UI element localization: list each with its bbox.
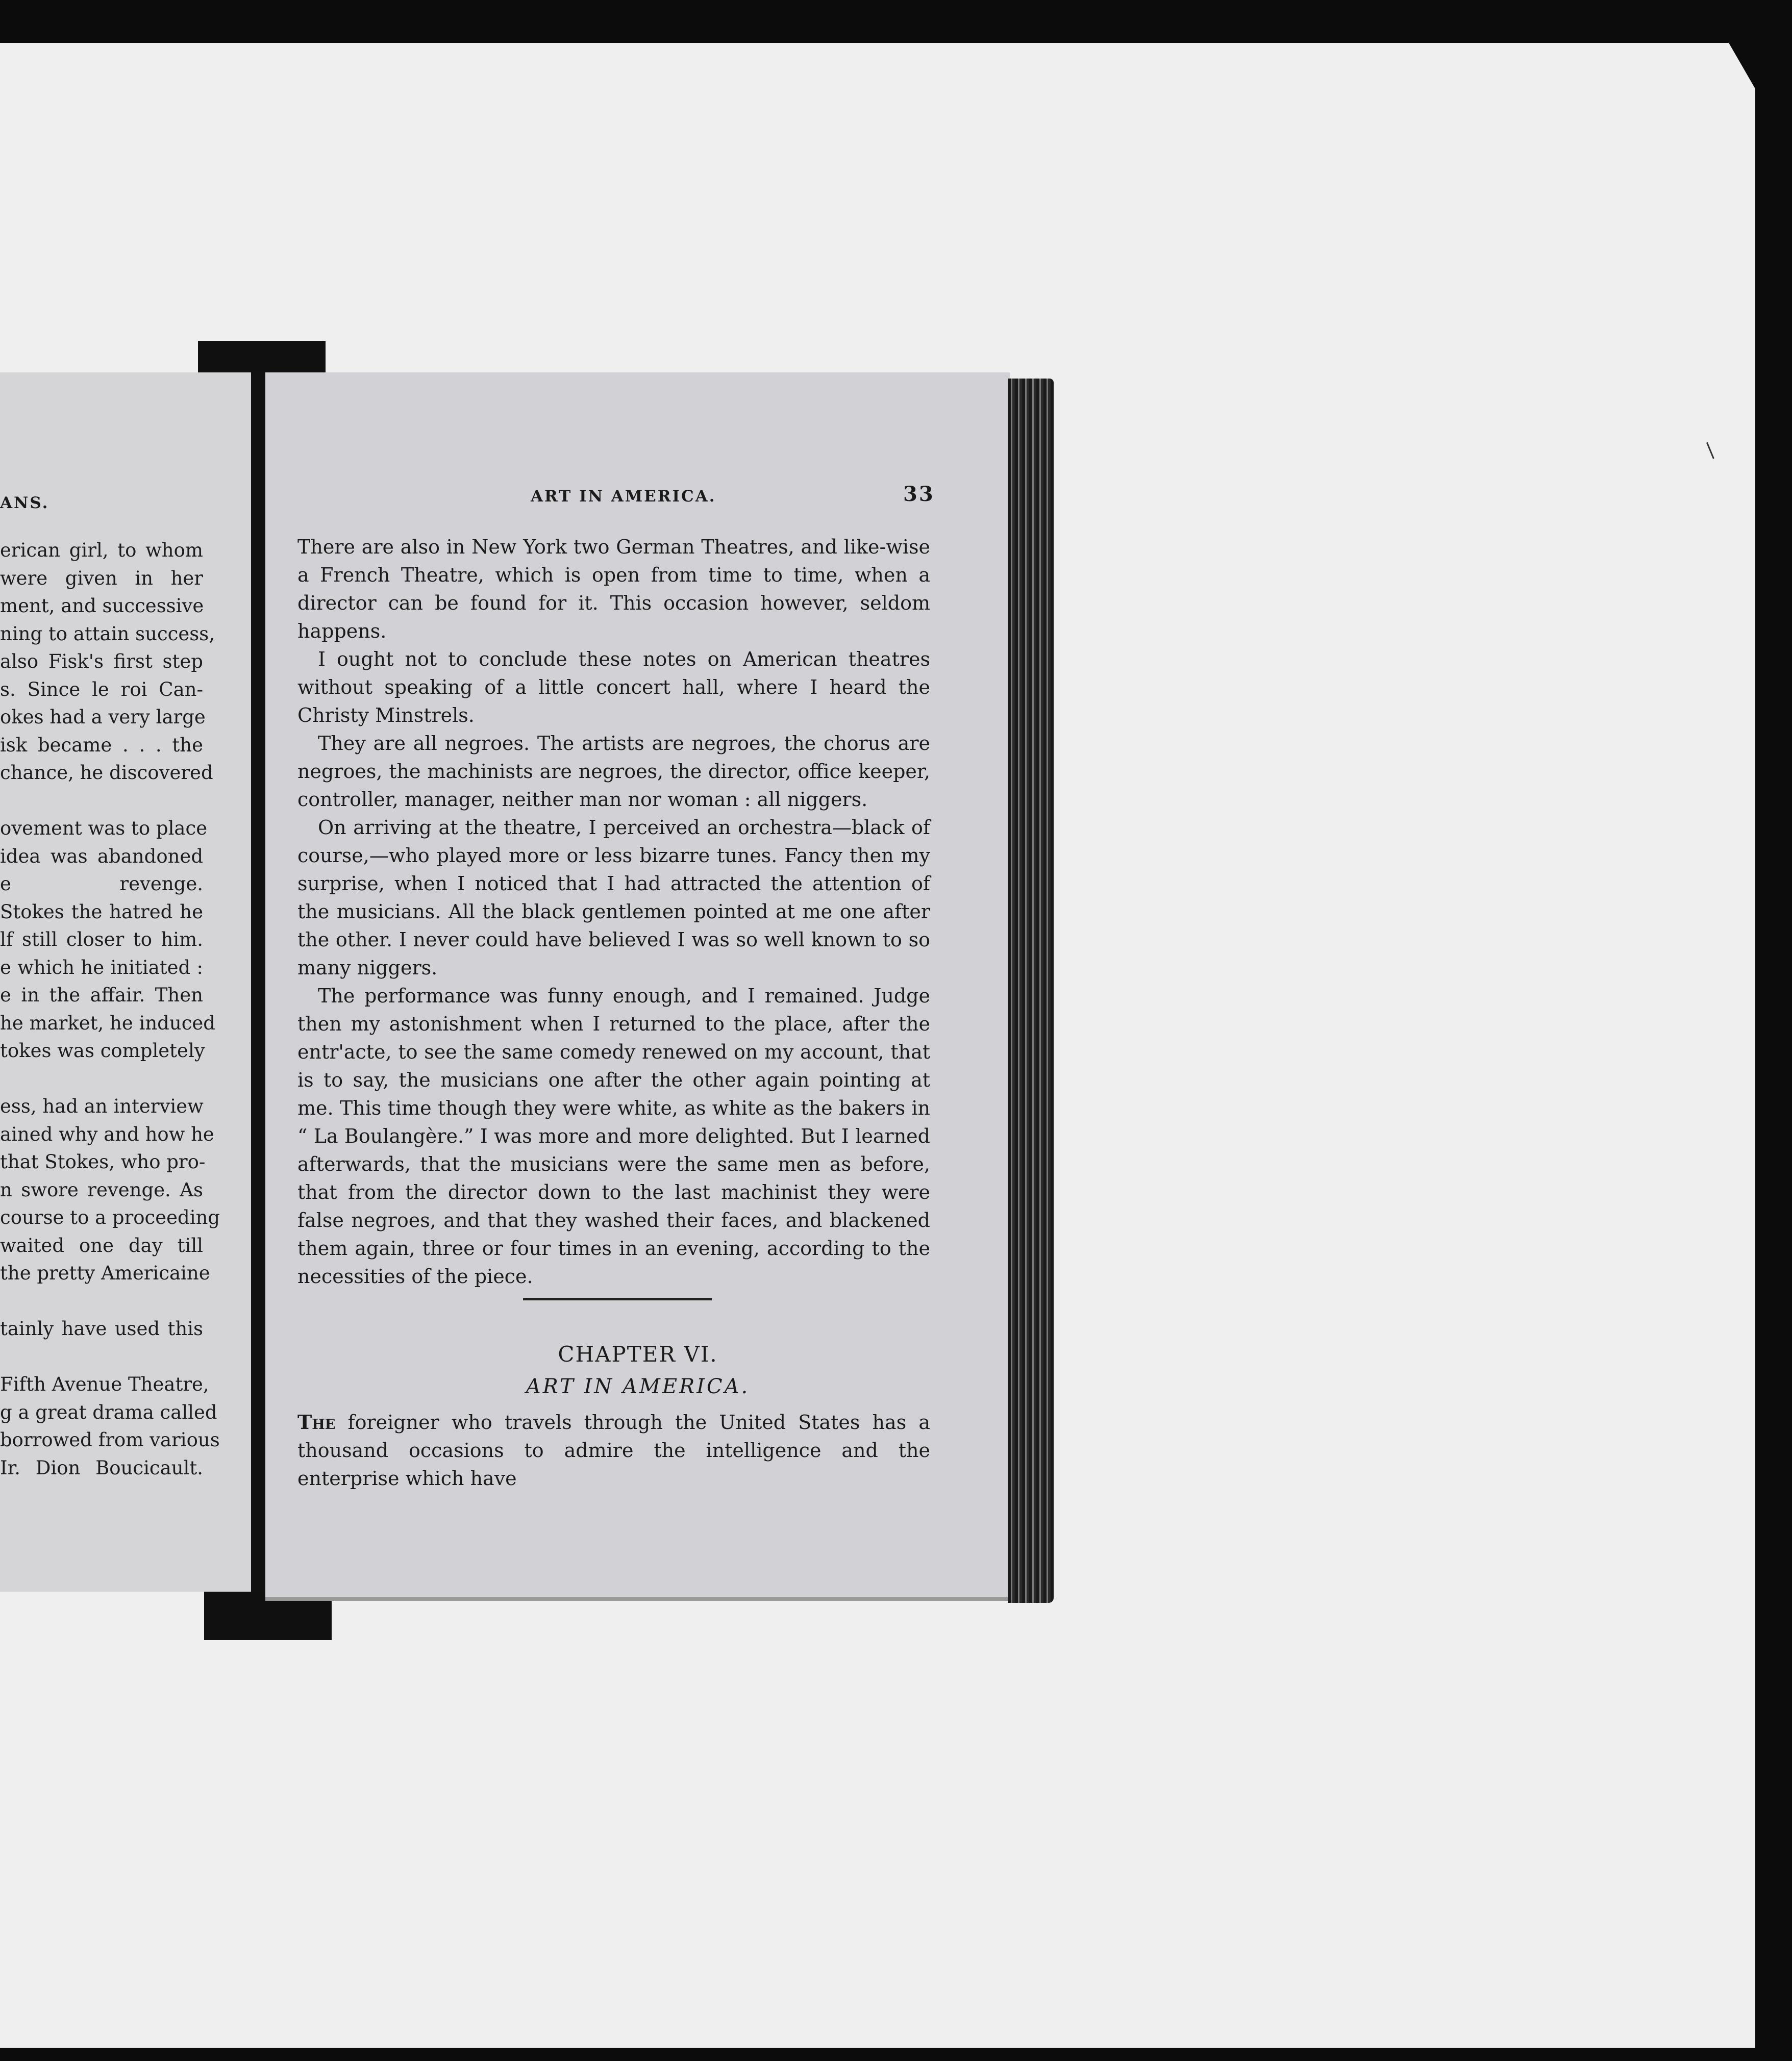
left-page-line bbox=[0, 1288, 203, 1316]
left-page-line: ovement was to place bbox=[0, 817, 208, 839]
left-page-line: Ir. Dion Boucicault. bbox=[0, 1456, 203, 1479]
section-rule bbox=[523, 1298, 712, 1300]
right-page bbox=[265, 372, 1010, 1601]
left-page-line: erican girl, to whom bbox=[0, 539, 203, 561]
left-page-line: borrowed from various bbox=[0, 1429, 220, 1451]
left-page-line: that Stokes, who pro- bbox=[0, 1151, 206, 1173]
left-page-line bbox=[0, 1343, 203, 1371]
body-paragraph: On arriving at the theatre, I perceived an orchestra—black of course,—who played more or less bizarre tunes. Fancy then my surprise, when I noticed that I had attracted the attention of the musicians. All the black gentlemen pointed at me one after the other. I never could have believed I was so well known to so many niggers. bbox=[297, 816, 930, 979]
left-page-line: e which he initiated : bbox=[0, 956, 203, 978]
left-page-line: e in the affair. Then bbox=[0, 984, 203, 1006]
body-paragraph: They are all negroes. The artists are negroes, the chorus are negroes, the machinists are negroes, the director, office keeper, controller, manager, neither man nor woman : all niggers. bbox=[297, 732, 930, 811]
left-page-line: Stokes the hatred he bbox=[0, 900, 203, 923]
left-page-line: e revenge. bbox=[0, 873, 203, 895]
left-page-line: ning to attain success, bbox=[0, 622, 215, 645]
left-page bbox=[0, 372, 251, 1592]
left-page-line: course to a proceeding bbox=[0, 1207, 220, 1228]
left-page-line: ained why and how he bbox=[0, 1123, 214, 1145]
body-paragraph: There are also in New York two German Theatres, and like-wise a French Theatre, which is open from time to time, when a director can be found for it. This occasion however, seldom happens. bbox=[297, 536, 930, 642]
chapter-title: ART IN AMERICA. bbox=[526, 1375, 750, 1398]
chapter-opening bbox=[297, 1408, 930, 1493]
body-paragraph: I ought not to conclude these notes on American theatres without speaking of a little concert hall, where I heard the Christy Minstrels. bbox=[297, 648, 930, 726]
left-page-line: tainly have used this bbox=[0, 1318, 203, 1340]
left-page-line: he market, he induced bbox=[0, 1012, 215, 1034]
right-page-text bbox=[297, 533, 930, 1291]
left-page-line: isk became . . . the bbox=[0, 734, 203, 756]
book-gutter bbox=[251, 372, 265, 1592]
right-running-head: ART IN AMERICA. bbox=[531, 487, 716, 506]
left-page-line bbox=[0, 787, 203, 815]
left-page-line: Fifth Avenue Theatre, bbox=[0, 1373, 209, 1395]
chapter-opening-text: foreigner who travels through the United States has a thousand occasions to admire the intelligence and the enterprise which have bbox=[297, 1411, 930, 1490]
open-book bbox=[0, 372, 1056, 1607]
page-number: 33 bbox=[903, 482, 935, 506]
left-page-line: tokes was completely bbox=[0, 1040, 205, 1062]
left-page-line: idea was abandoned bbox=[0, 845, 203, 867]
page-edges bbox=[1008, 379, 1054, 1603]
left-page-line: s. Since le roi Can- bbox=[0, 678, 203, 700]
left-page-line bbox=[0, 1065, 203, 1093]
body-paragraph: The performance was funny enough, and I remained. Judge then my astonishment when I returned to the place, after the entr'acte, to see the same comedy renewed on my account, that is to say, the musicians one after the other again pointing at me. This time though they were white, as white as the bakers in “ La Boulangère.” I was more and more delighted. But I learned afterwards, that the musicians were the same men as before, that from the director down to the last machinist they were false negroes, and that they washed their faces, and blackened them again, three or four times in an evening, according to the necessities of the piece. bbox=[297, 985, 930, 1288]
left-running-head: ANS. bbox=[0, 494, 49, 512]
left-page-line: the pretty Americaine bbox=[0, 1262, 210, 1284]
chapter-first-word: The bbox=[297, 1411, 336, 1434]
left-page-line: ment, and successive bbox=[0, 595, 204, 617]
left-page-line: chance, he discovered bbox=[0, 762, 213, 784]
left-page-line: also Fisk's first step bbox=[0, 650, 203, 672]
left-page-text bbox=[0, 537, 220, 1482]
chapter-number: CHAPTER VI. bbox=[558, 1342, 718, 1367]
left-page-line: ess, had an interview bbox=[0, 1095, 204, 1117]
left-page-line: g a great drama called bbox=[0, 1401, 217, 1423]
left-page-line: lf still closer to him. bbox=[0, 928, 203, 950]
scan-mark: / bbox=[1700, 439, 1721, 462]
left-page-line: okes had a very large bbox=[0, 706, 206, 728]
left-page-line: n swore revenge. As bbox=[0, 1178, 203, 1201]
left-page-line: were given in her bbox=[0, 567, 203, 589]
left-page-line: waited one day till bbox=[0, 1234, 203, 1256]
